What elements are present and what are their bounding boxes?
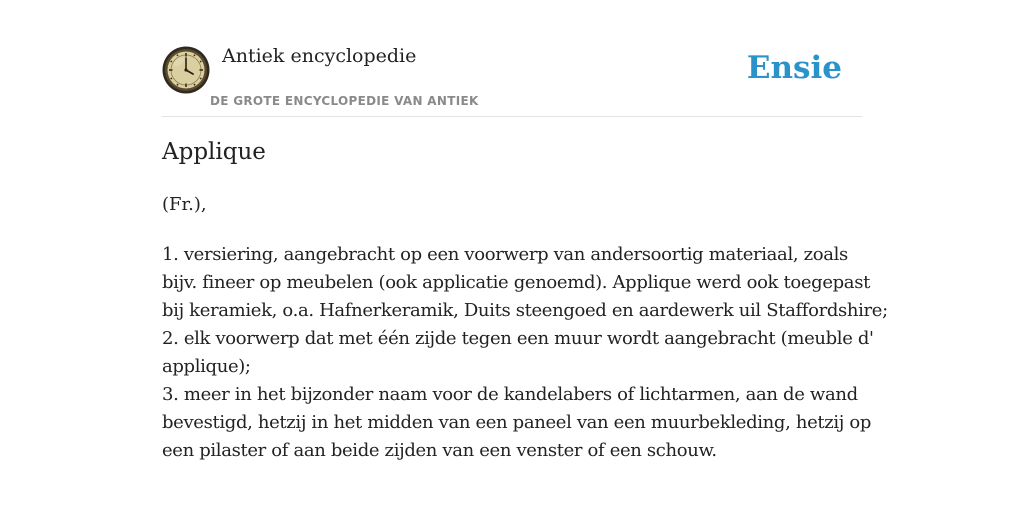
site-subtitle: DE GROTE ENCYCLOPEDIE VAN ANTIEK: [210, 94, 479, 108]
antique-clock-icon[interactable]: [162, 46, 210, 94]
definition-line: bij keramiek, o.a. Hafnerkeramik, Duits steengoed en aardewerk uil Staffordshire;: [162, 300, 888, 321]
site-title[interactable]: Antiek encyclopedie: [222, 45, 417, 67]
definition-line: een pilaster of aan beide zijden van een venster of een schouw.: [162, 440, 717, 461]
definition-line: bevestigd, hetzij in het midden van een paneel van een muurbekleding, hetzij op: [162, 412, 872, 433]
definition-line: 3. meer in het bijzonder naam voor de kandelabers of lichtarmen, aan de wand: [162, 384, 858, 405]
definition-line: applique);: [162, 356, 251, 377]
site-header: [162, 0, 862, 117]
definition-line: 1. versiering, aangebracht op een voorwerp van andersoortig materiaal, zoals: [162, 244, 848, 265]
definition-line: bijv. fineer op meubelen (ook applicatie genoemd). Applique werd ook toegepast: [162, 272, 870, 293]
definition-line: 2. elk voorwerp dat met één zijde tegen een muur wordt aangebracht (meuble d': [162, 328, 874, 349]
entry-definition: [162, 241, 888, 465]
entry-title: Applique: [162, 139, 266, 165]
entry-origin: (Fr.),: [162, 194, 207, 215]
ensie-logo-link[interactable]: Ensie: [746, 50, 842, 86]
